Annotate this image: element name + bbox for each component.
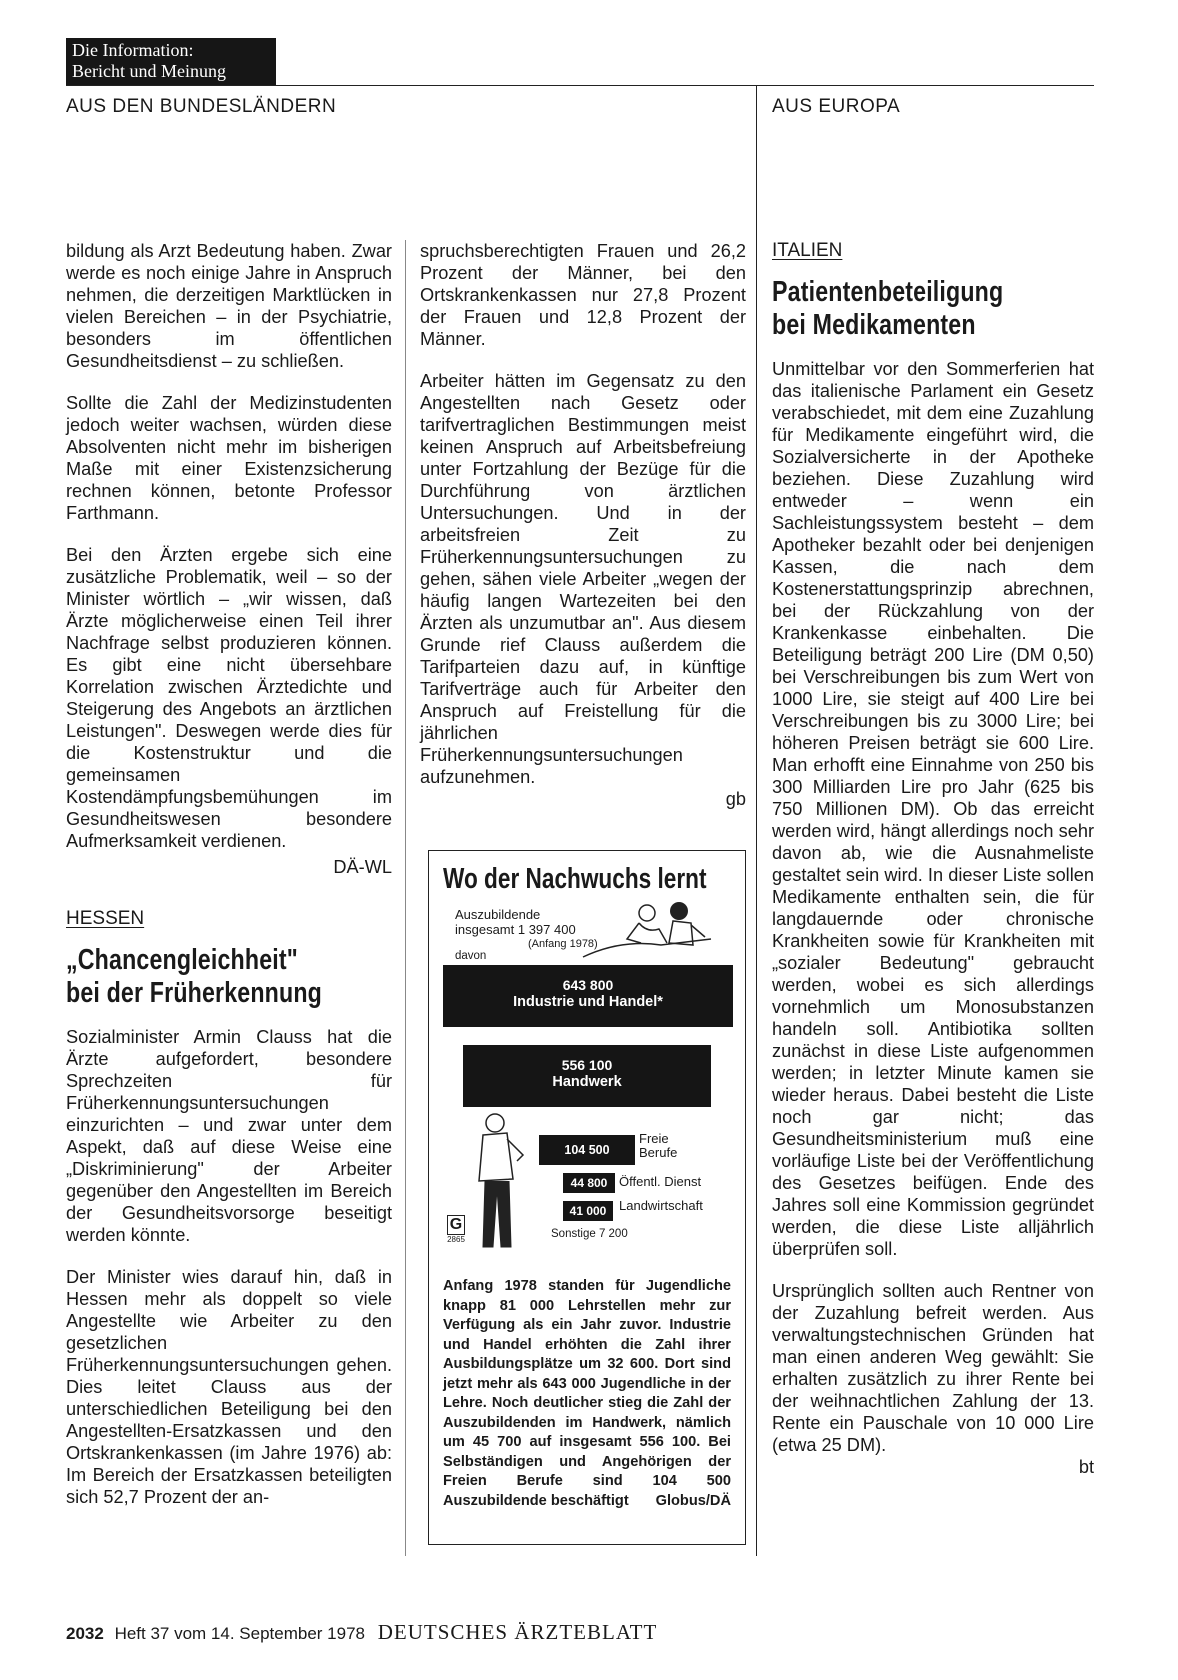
col1-signature: DÄ-WL [333,857,392,877]
issue-info: Heft 37 vom 14. September 1978 [114,1624,365,1643]
col1-paragraph-3 [66,544,392,852]
col3-paragraph-2 [772,1280,1094,1456]
col3-signature: bt [1078,1457,1094,1477]
col3-signature-row [772,1456,1094,1478]
bar-landwirtschaft-label: Landwirtschaft [619,1198,703,1213]
col2-paragraph-2 [420,370,746,788]
article-kicker-hessen: HESSEN [66,908,145,929]
infographic-title: Wo der Nachwuchs lernt [443,863,707,895]
col3-paragraph-2-text: Ursprünglich sollten auch Rentner von der Zuzahlung befreit werden. Aus verwaltungstechnischen Gründen hat man einen anderen Weg gewählt: Sie erhalten zusätzlich zu ihrer Rente bei der weihnachtlichen Zahlung der 13. Rente ein Pauschale von 10 000 Lire (etwa 25 DM). [772,1281,1094,1455]
headline-italien-line-2: bei Medikamenten [772,309,976,341]
bar-freie-berufe: 104 500 [539,1135,635,1165]
globus-logo-mark: G [447,1215,465,1235]
headline-hessen-line-1: „Chancengleichheit" [66,944,298,976]
total-label-line-2: insgesamt 1 397 400 [455,922,576,937]
section-label-left: AUS DEN BUNDESLÄNDERN [66,96,337,117]
page-footer [66,1620,657,1645]
students-illustration-icon [581,899,716,963]
globus-logo-number: 2865 [447,1235,465,1244]
article-headline-italien [772,276,1094,342]
total-note: (Anfang 1978) [528,938,598,950]
bar-handwerk-value: 556 100 [561,1057,613,1073]
bar-handwerk [463,1045,711,1107]
top-rule [66,85,1094,86]
col1-signature-row [66,856,392,878]
globus-logo [447,1215,465,1245]
col1-paragraph-5: Der Minister wies darauf hin, daß in Hessen mehr als doppelt so viele Angestellte wie Arbeiter zu den gesetzlichen Früherkennungsuntersuchungen gehen. Dies leitet Clauss aus der unterschiedlichen Beteiligung bei den Angestellten-Ersatzkassen und den Ortskrankenkassen (im Jahre 1976) ab: Im Bereich der Ersatzkassen beteiligten sich 52,7 Prozent der an- [66,1267,392,1507]
article-kicker-italien: ITALIEN [772,240,843,261]
col1-paragraph-2: Sollte die Zahl der Medizinstudenten jedoch weiter wachsen, würden diese Absolventen nicht mehr im bisherigen Maße mit einer Existenzsicherung rechnen können, betonte Professor Farthmann. [66,393,392,523]
section-label-right: AUS EUROPA [772,96,901,117]
sonstige-label: Sonstige 7 200 [551,1228,628,1240]
page-number: 2032 [66,1624,104,1643]
col3-paragraph-1: Unmittelbar vor den Sommerferien hat das italienische Parlament ein Gesetz verabschiedet, mit dem eine Zuzahlung für Medikamente eingeführt wird, die Sozialversicherte in der Apotheke beziehen. Diese Zuzahlung wird entweder – wenn ein Sachleistungssystem besteht – dem Apotheker bezahlt oder bei denjenigen Kassen, die nach dem Kostenerstattungsprinzip abrechnen, bei der Rückzahlung von der Krankenkasse einbehalten. Die Beteiligung beträgt 200 Lire (DM 0,50) bei Verschreibungen bis zum Wert von 1000 Lire, sie steigt auf 400 Lire bei Verschreibungen bis zu 3000 Lire; bei höheren Preisen beträgt sie 600 Lire. Man erhofft eine Einnahme von 250 bis 300 Milliarden Lire pro Jahr (625 bis 750 Millionen DM). Ob das erreicht werden wird, hängt allerdings noch sehr davon ab, wie die Ausnahmeliste gestaltet sein wird. In dieser Liste sollen Medikamente enthalten sein, die für langdauernde oder chronische Krankheiten sowie für Krankheiten mit „sozialer Bedeutung" gebraucht werden, wobei es sich allerdings vornehmlich um Monosubstanzen handeln soll. Antibiotika sollten zunächst in diese Liste aufgenommen werden; in letzter Minute kamen sie wieder heraus. Dabei besteht die Liste noch gar nicht; das Gesundheitsministerium muß eine vorläufige Liste bei der Veröffentlichung des Gesetzes beifügen. Ende des Jahres soll eine Kommission gegründet werden, die diese Liste alljährlich überprüfen soll. [772,359,1094,1259]
freie-label-line-2: Berufe [639,1145,678,1160]
column-1 [66,240,392,1528]
bar-oeffentlicher-dienst-label: Öffentl. Dienst [619,1174,702,1189]
infographic-chart [443,907,731,1263]
col2-signature-row [420,788,746,810]
infographic-caption-text: Anfang 1978 standen für Jugendliche knapp 81 000 Lehrstellen mehr zur Verfügung als ein Jahr zuvor. Industrie und Handel erhöhten die Zahl ihrer Ausbildungsplätze um 32 600. Dort sind jetzt mehr als 643 000 Jugendliche in der Lehre. Noch deutlicher stieg die Zahl der Auszubildenden im Handwerk, nämlich um 45 700 auf insgesamt 556 100. Bei Selbständigen und Angehörigen der Freien Berufe sind 104 500 Auszubildende beschäftigt [443,1278,731,1509]
freie-label-line-1: Freie [639,1131,669,1146]
headline-hessen-line-2: bei der Früherkennung [66,977,323,1009]
total-label [455,907,576,937]
headline-italien-line-1: Patientenbeteiligung [772,276,1004,308]
column-rule-right [756,86,757,1556]
bar-oeffentlicher-dienst: 44 800 [563,1173,615,1193]
infographic-caption [443,1277,731,1511]
apprentice-figure-icon [467,1109,537,1259]
bar-industrie-label: Industrie und Handel* [513,994,663,1010]
col1-paragraph-4: Sozialminister Armin Clauss hat die Ärzte aufgefordert, besondere Sprechzeiten für Früherkennungsuntersuchungen einzurichten – und zwar unter dem Aspekt, daß auf diese Weise eine „Diskriminierung" der Arbeiter gegenüber den Angestellten im Bereich der Gesundheitsvorsorge beseitigt werden könnte. [66,1027,392,1245]
col1-paragraph-1: bildung als Arzt Bedeutung haben. Zwar werde es noch einige Jahre in Anspruch nehmen, die derzeitigen Marktlücken in vielen Bereichen – in der Psychiatrie, besonders im öffentlichen Gesundheitsdienst – zu schließen. [66,241,392,371]
col1-paragraph-3-text: Bei den Ärzten ergebe sich eine zusätzliche Problematik, weil – so der Minister wörtlich – „wir wissen, daß Ärzte möglicherweise einen Teil ihrer Nachfrage selbst produzieren können. Es gibt eine nicht übersehbare Korrelation zwischen Ärztedichte und Steigerung des Angebots an ärztlichen Leistungen". Deswegen werde dies für die Kostenstruktur und die gemeinsamen Kostendämpfungsbemühungen im Gesundheitswesen besondere Aufmerksamkeit verdienen. [66,545,392,851]
section-badge [66,38,276,85]
bar-industrie-value: 643 800 [562,977,614,993]
publication-name: DEUTSCHES ÄRZTEBLATT [377,1620,658,1644]
column-3 [772,240,1094,1478]
badge-line-2: Bericht und Meinung [72,61,226,81]
bar-industrie-handel [443,965,733,1027]
bar-freie-berufe-label [639,1132,677,1160]
article-headline-hessen [66,944,392,1010]
col2-signature: gb [725,789,746,809]
badge-line-1: Die Information: [72,40,194,60]
infographic-box [428,850,746,1545]
bar-landwirtschaft: 41 000 [563,1201,613,1221]
col2-paragraph-1: spruchsberechtigten Frauen und 26,2 Prozent der Männer, bei den Ortskrankenkassen nur 27,8 Prozent der Frauen und 12,8 Prozent der Männer. [420,241,746,349]
col2-paragraph-2-text: Arbeiter hätten im Gegensatz zu den Angestellten nach Gesetz oder tarifvertraglichen Bestimmungen meist keinen Anspruch auf Arbeitsbefreiung unter Fortzahlung der Bezüge für die Durchführung von ärztlichen Untersuchungen. Und in der arbeitsfreien Zeit zu Früherkennungsuntersuchungen zu gehen, sähen viele Arbeiter „wegen der häufig langen Wartezeiten bei den Ärzten als unzumutbar an". Aus diesem Grunde rief Clauss außerdem die Tarifparteien dazu auf, in künftige Tarifverträge auch für Arbeiter den Anspruch auf Freistellung für die jährlichen Früherkennungsuntersuchungen aufzunehmen. [420,371,746,787]
davon-label: davon [455,950,487,962]
column-2 [420,240,746,810]
column-rule-middle [405,240,406,1556]
total-label-line-1: Auszubildende [455,907,541,922]
infographic-caption-signature: Globus/DÄ [655,1492,731,1509]
bar-handwerk-label: Handwerk [552,1074,622,1090]
